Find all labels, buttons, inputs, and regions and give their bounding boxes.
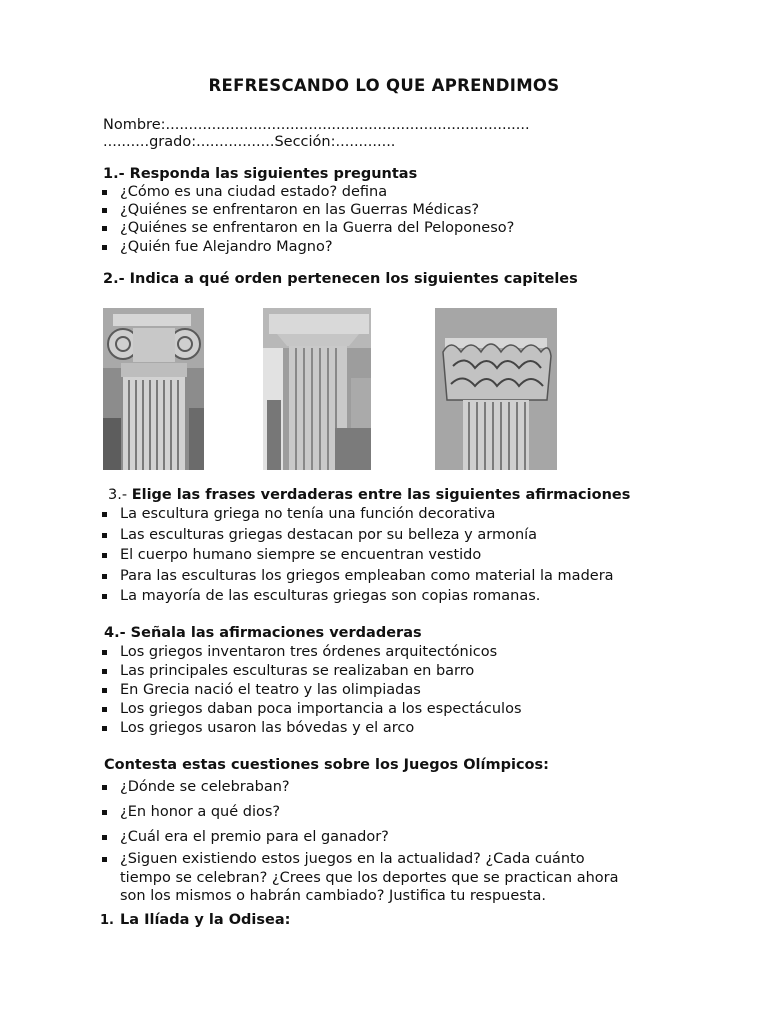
list-item: ¿Cuál era el premio para el ganador? <box>100 825 389 850</box>
doric-capital-photo <box>263 308 371 470</box>
section3-heading <box>108 487 630 503</box>
section6-number: 1. <box>100 913 114 928</box>
section3-list <box>100 504 614 607</box>
corinthian-capital-photo <box>435 308 557 470</box>
list-item: El cuerpo humano siempre se encuentran vestido <box>100 545 614 566</box>
grade-section-line: ..........grado:.................Sección:............. <box>103 134 396 150</box>
list-item: Los griegos daban poca importancia a los espectáculos <box>100 700 522 719</box>
list-item: ¿En honor a qué dios? <box>100 800 389 825</box>
section4-heading: 4.- Señala las afirmaciones verdaderas <box>104 625 422 641</box>
list-item: En Grecia nació el teatro y las olimpiadas <box>100 681 522 700</box>
list-item: ¿Quiénes se enfrentaron en la Guerra del Peloponeso? <box>100 219 514 237</box>
list-item: Las principales esculturas se realizaban en barro <box>100 662 522 681</box>
list-item: La mayoría de las esculturas griegas son copias romanas. <box>100 586 614 607</box>
section6-title: La Ilíada y la Odisea: <box>120 912 291 928</box>
list-item: Para las esculturas los griegos empleaban como material la madera <box>100 566 614 587</box>
section5-heading: Contesta estas cuestiones sobre los Juegos Olímpicos: <box>104 757 549 773</box>
section3-number: 3.- <box>108 487 132 503</box>
long-item-line-3: son los mismos o habrán cambiado? Justifica tu respuesta. <box>120 888 547 904</box>
ionic-capital-photo <box>103 308 204 470</box>
long-item-line-1: ¿Siguen existiendo estos juegos en la actualidad? ¿Cada cuánto <box>120 851 585 867</box>
section1-heading: 1.- Responda las siguientes preguntas <box>103 166 418 182</box>
long-item-line-2: tiempo se celebran? ¿Crees que los deportes que se practican ahora <box>120 869 619 886</box>
list-item: ¿Cómo es una ciudad estado? defina <box>100 183 514 201</box>
list-item: ¿Dónde se celebraban? <box>100 775 389 800</box>
section5-list <box>100 775 389 850</box>
list-item: La escultura griega no tenía una función decorativa <box>100 504 614 525</box>
section3-title: Elige las frases verdaderas entre las siguientes afirmaciones <box>131 487 631 503</box>
list-item: Los griegos usaron las bóvedas y el arco <box>100 719 522 738</box>
section5-long-item <box>100 850 619 906</box>
section4-list <box>100 643 522 738</box>
section2-heading: 2.- Indica a qué orden pertenecen los siguientes capiteles <box>103 271 578 287</box>
list-item <box>100 850 619 906</box>
list-item: ¿Quiénes se enfrentaron en las Guerras Médicas? <box>100 201 514 219</box>
list-item: Las esculturas griegas destacan por su belleza y armonía <box>100 525 614 546</box>
section1-list <box>100 183 514 256</box>
page-title: REFRESCANDO LO QUE APRENDIMOS <box>208 76 560 95</box>
section6-heading <box>100 912 290 928</box>
list-item: ¿Quién fue Alejandro Magno? <box>100 238 514 256</box>
list-item: Los griegos inventaron tres órdenes arquitectónicos <box>100 643 522 662</box>
name-field-line: Nombre:............................................................................... <box>103 117 530 133</box>
